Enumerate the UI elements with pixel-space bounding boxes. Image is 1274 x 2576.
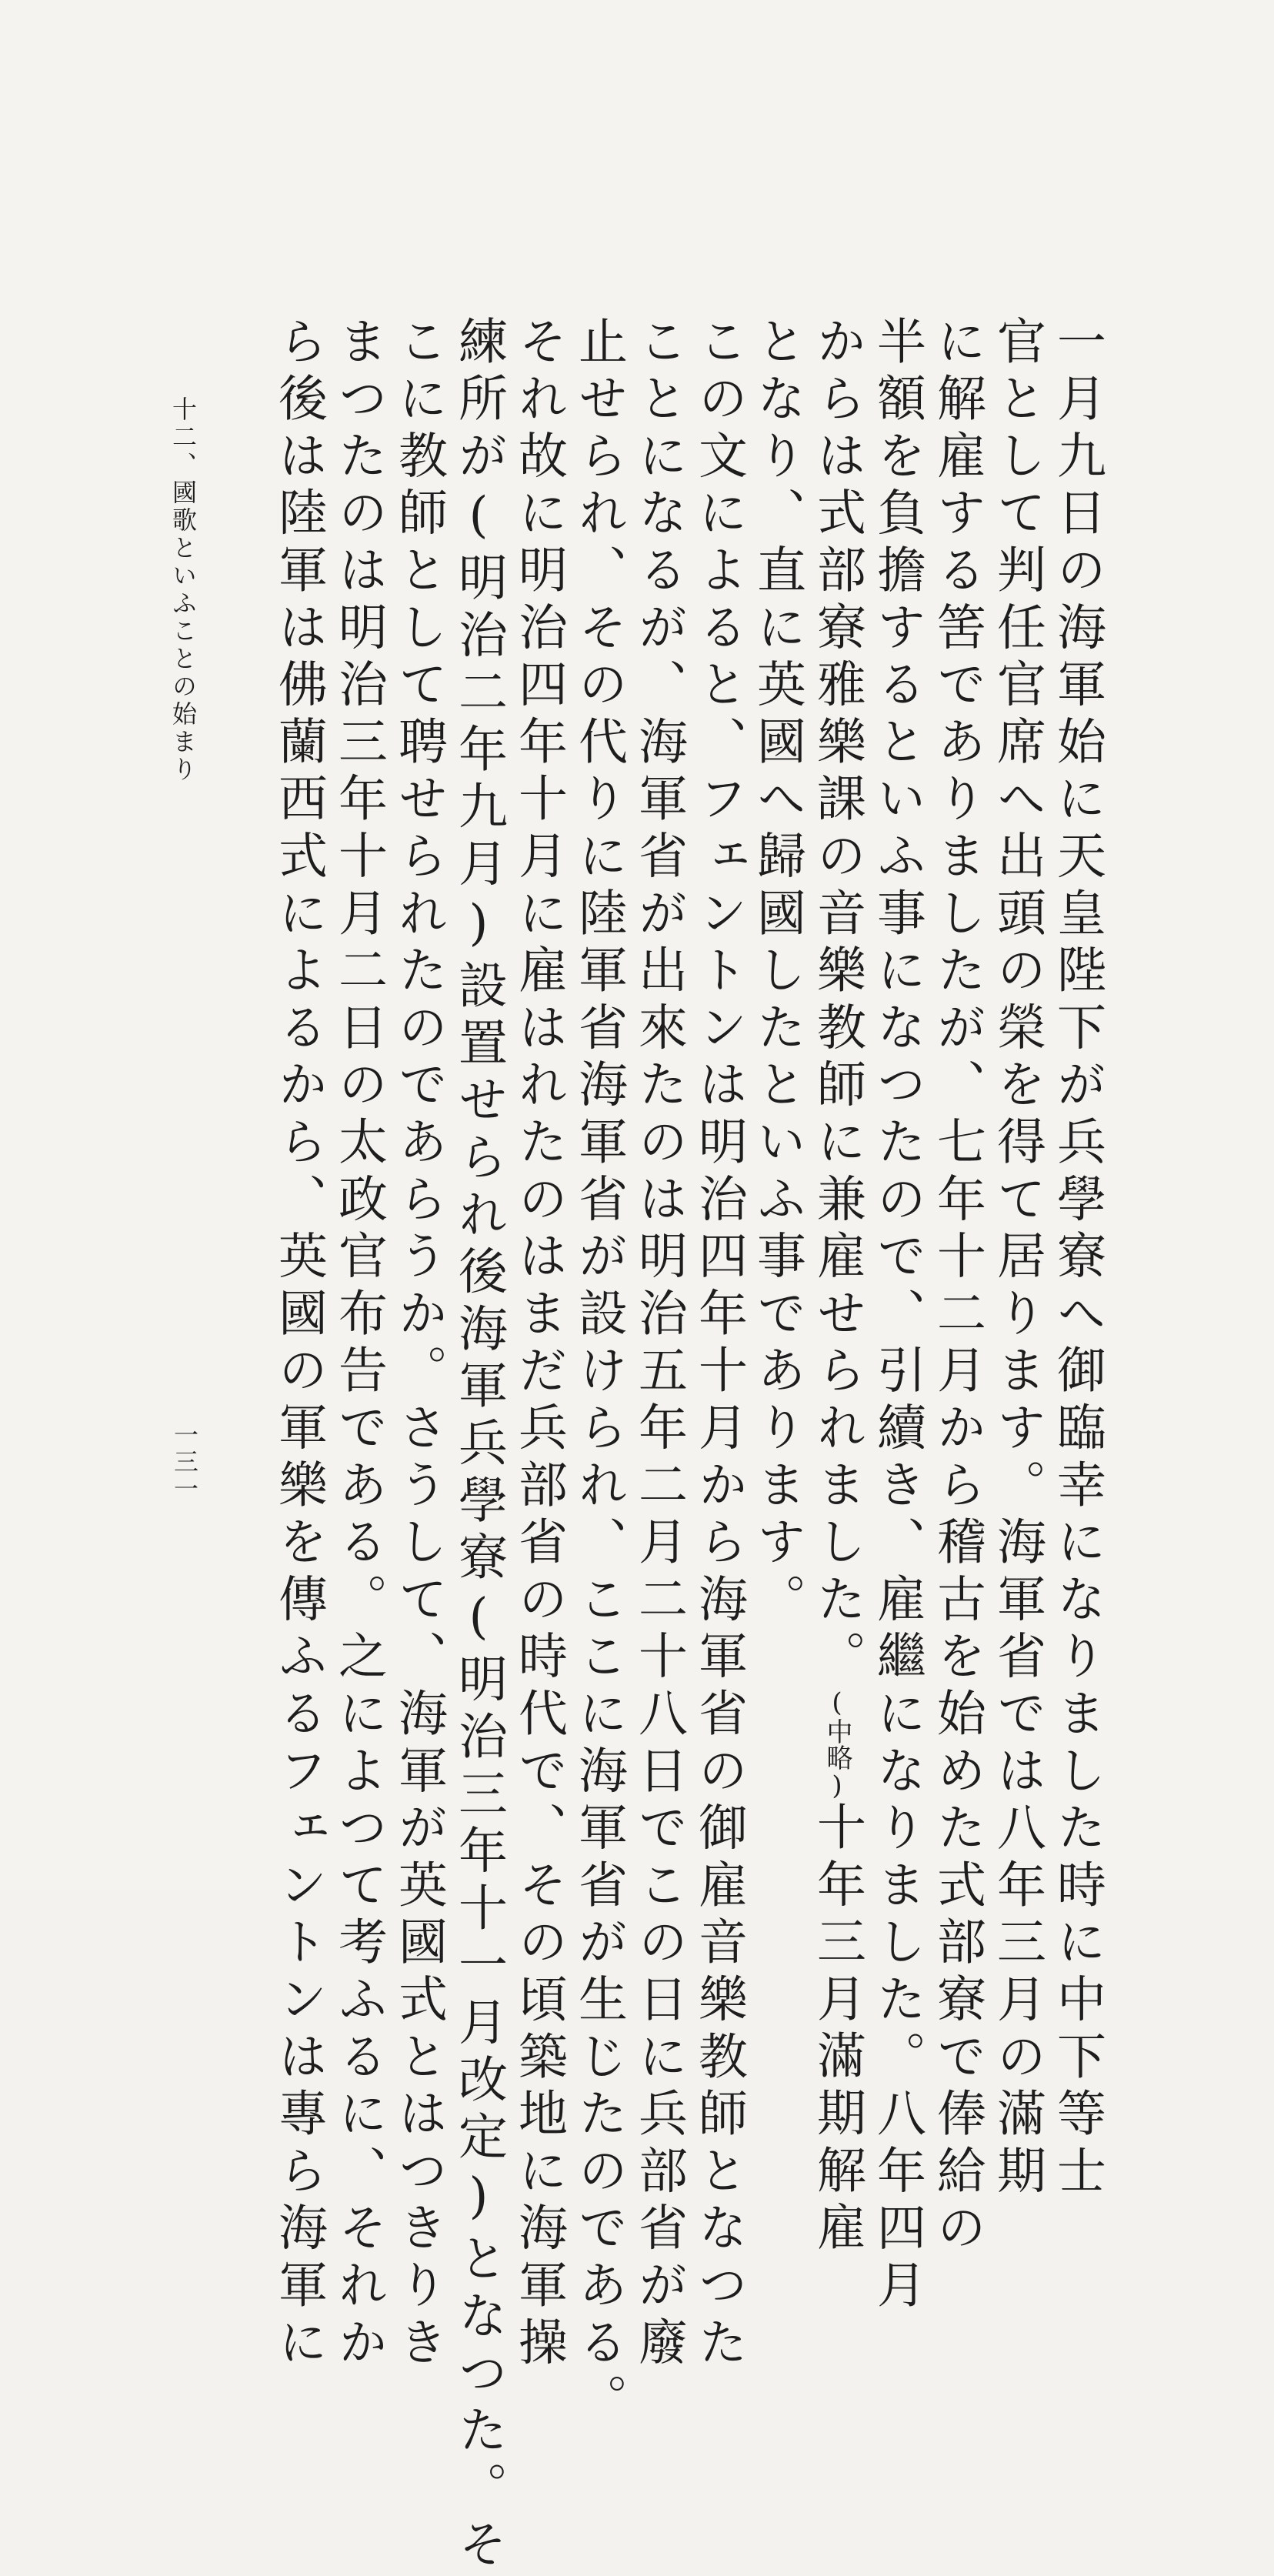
text-line: 止せられ、その代りに陸軍省海軍省が設けられ、ここに海軍省が生じたのである。 xyxy=(570,315,627,2431)
text-line: に解雇する筈でありましたが、七年十二月から稽古を始めた式部寮で俸給の xyxy=(929,315,986,2260)
running-head: 十二、國歌といふことの始まり xyxy=(168,396,198,784)
text-line: ら後は陸軍は佛蘭西式によるから、英國の軍樂を傳ふるフェントンは專ら海軍に xyxy=(270,315,327,2374)
text-line: 半額を負擔するといふ事になつたので、引續き、雇繼になりました。八年四月 xyxy=(869,315,925,2317)
text-line: こに教師として聘せられたのであらうか。さうして、海軍が英國式とはつきりき xyxy=(390,315,447,2374)
text-line: からは式部寮雅樂課の音樂教師に兼雇せられました。(中略)十年三月滿期解雇 xyxy=(809,315,865,2259)
text-line: ことになるが、海軍省が出來たのは明治五年二月二十八日でこの日に兵部省が廢 xyxy=(630,315,687,2374)
text-line: それ故に明治四年十月に雇はれたのはまだ兵部省の時代で、その頃築地に海軍操 xyxy=(510,315,567,2374)
text-line: この文によると、フェントンは明治四年十月から海軍省の御雇音樂教師となつた xyxy=(690,315,747,2374)
text-line: 練所が(明治二年九月)設置せられ後海軍兵學寮(明治三年十一月改定)となつた。そ xyxy=(450,315,507,2576)
text-line: まつたのは明治三年十月二日の太政官布告である。之によつて考ふるに、それか xyxy=(330,315,387,2374)
text-line: となり、直に英國へ歸國したといふ事であります。 xyxy=(749,315,805,1630)
page-number: 一三一 xyxy=(170,1422,199,1503)
text-line: 一月九日の海軍始に天皇陛下が兵學寮へ御臨幸になりました時に中下等士 xyxy=(1049,315,1106,2202)
text-line: 官として判任官席へ出頭の榮を得て居ります。海軍省では八年三月の滿期 xyxy=(989,315,1046,2202)
inline-note: (中略) xyxy=(822,1687,852,1802)
